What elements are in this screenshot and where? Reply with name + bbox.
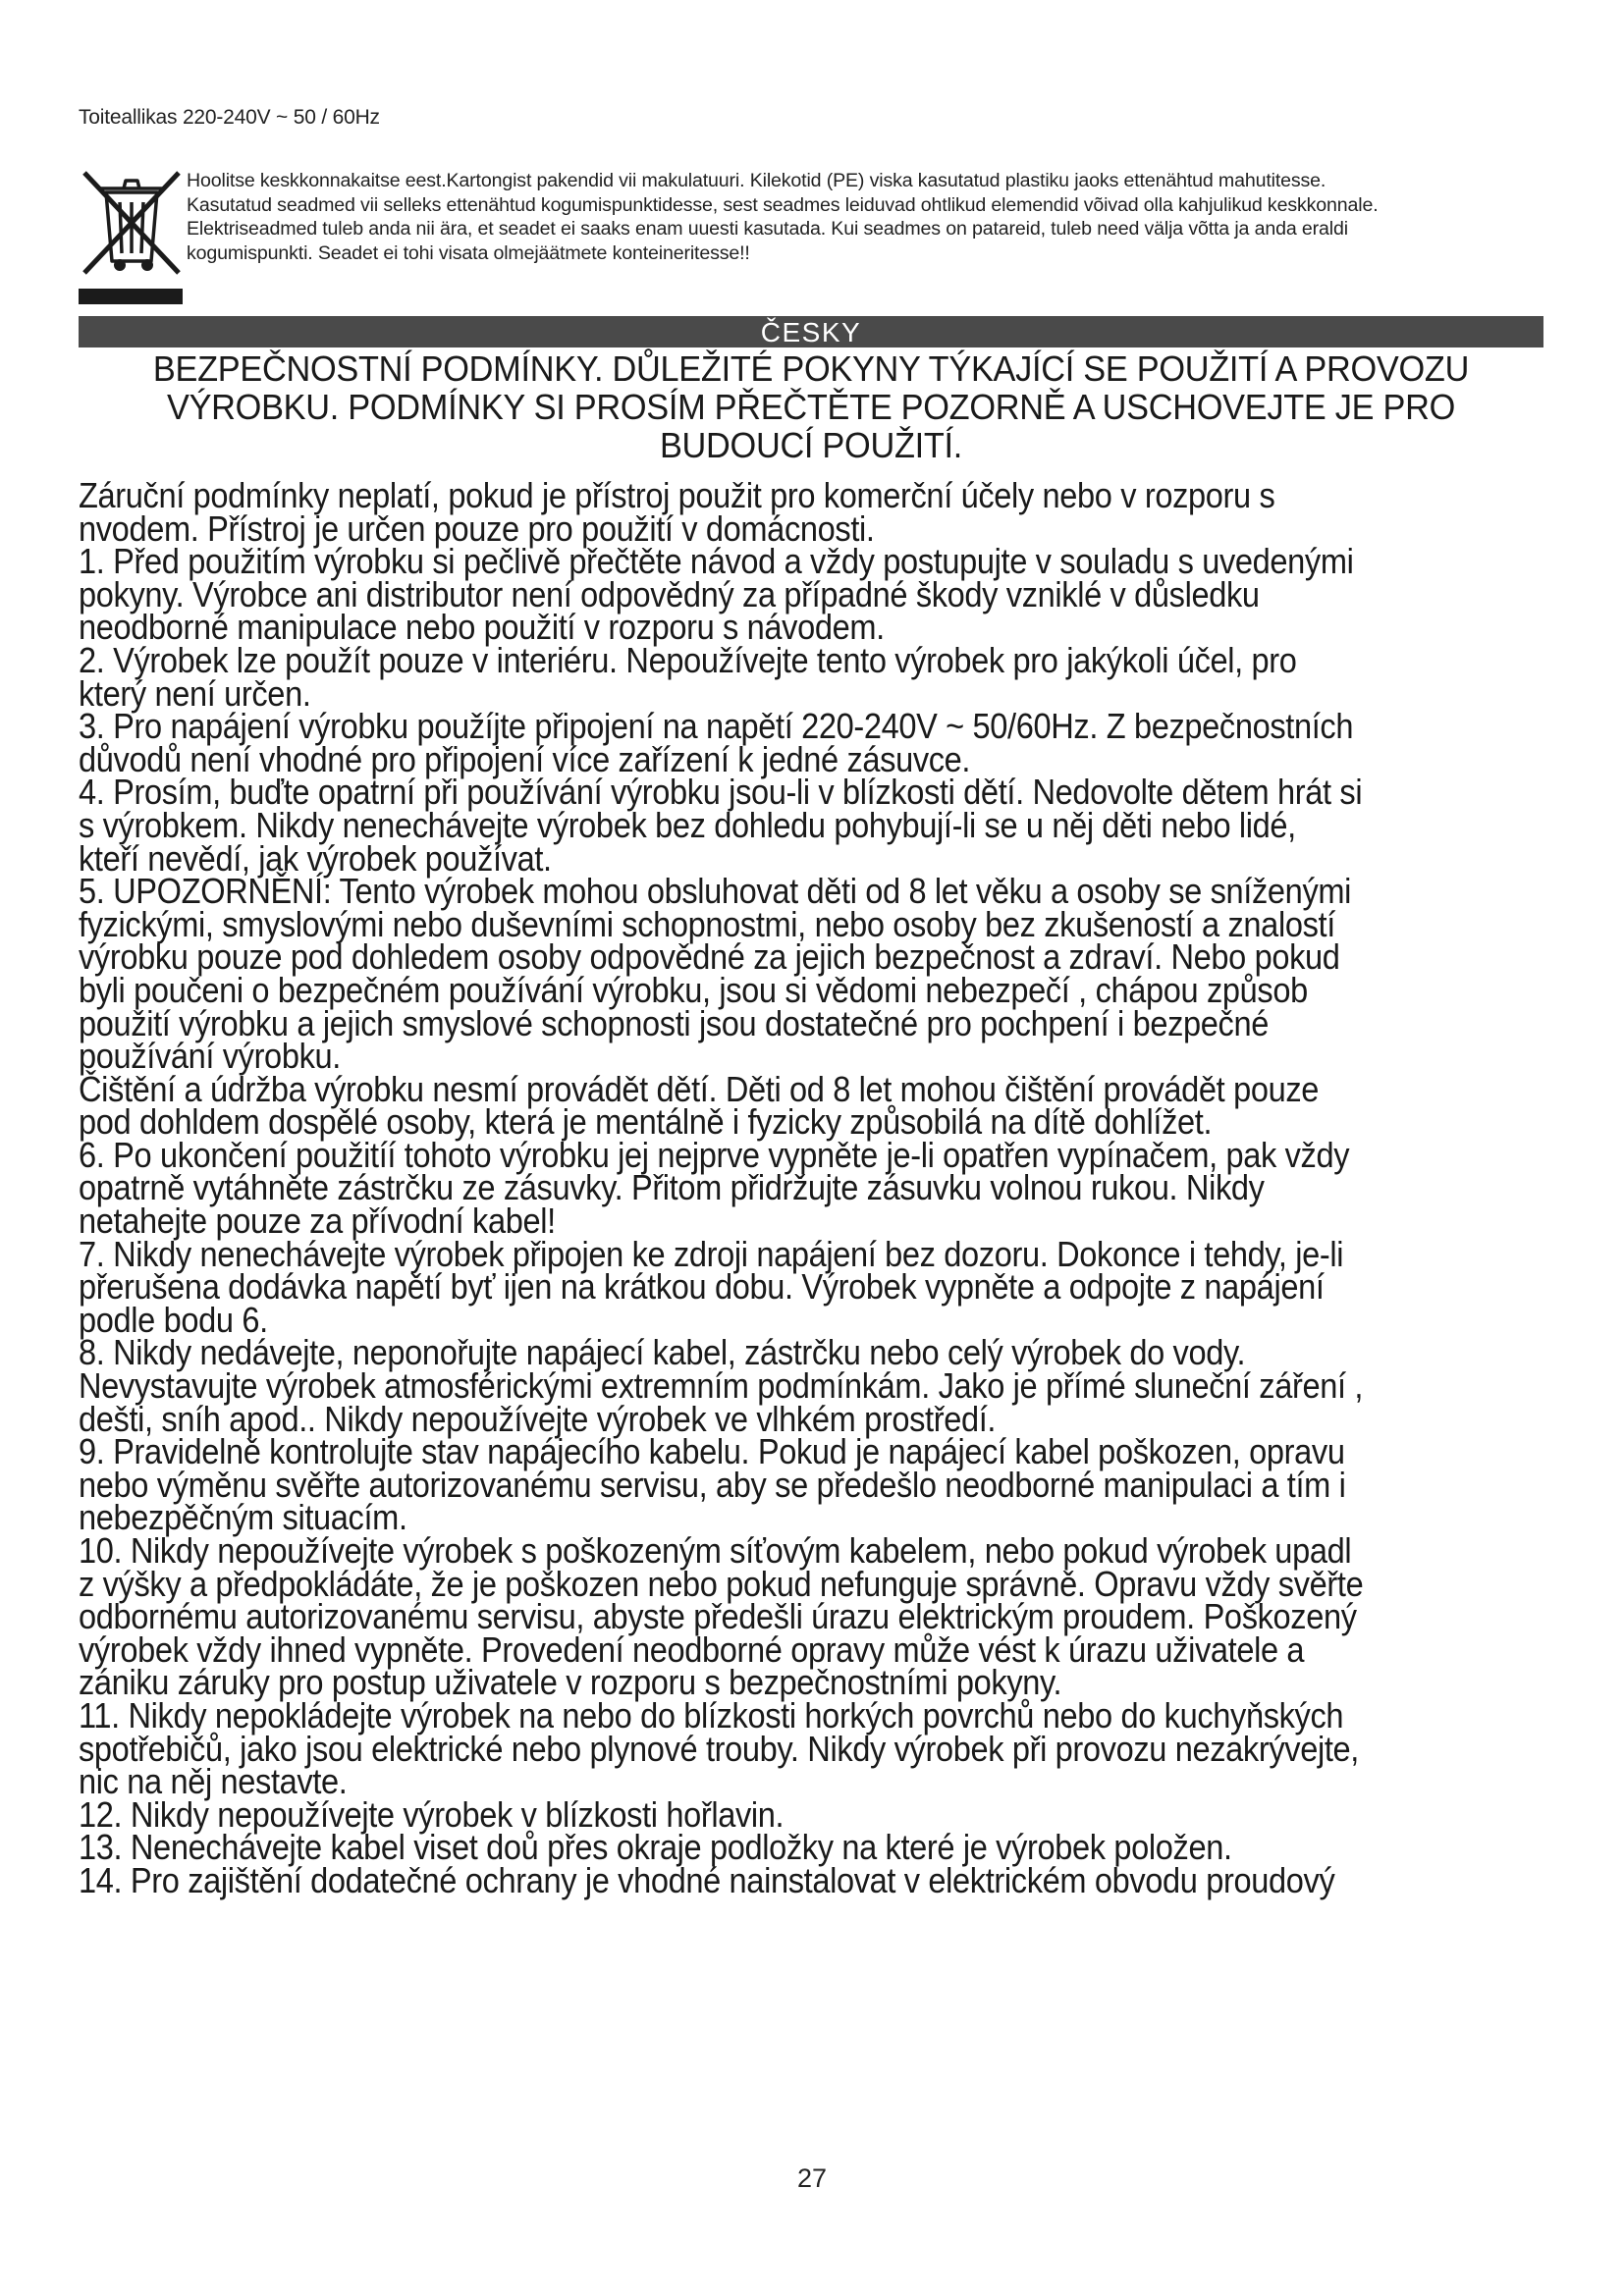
body-line: 8. Nikdy nedávejte, neponořujte napájecí kabel, zástrčku nebo celý výrobek do vody. [79, 1332, 1246, 1373]
disposal-notice [187, 169, 1561, 265]
body-line: podle bodu 6. [79, 1299, 268, 1340]
heading-line: BEZPEČNOSTNÍ PODMÍNKY. DŮLEŽITÉ POKYNY TÝKAJÍCÍ SE POUŽITÍ A PROVOZU [152, 348, 1470, 389]
body-line: nic na něj nestavte. [79, 1761, 348, 1802]
body-line: 14. Pro zajištění dodatečné ochrany je vhodné nainstalovat v elektrickém obvodu proudový [79, 1859, 1335, 1900]
body-line: nvodem. Přístroj je určen pouze pro použití v domácnosti. [79, 507, 875, 549]
body-line: kteří nevědí, jak výrobek používat. [79, 837, 552, 879]
body-line: 9. Pravidelně kontrolujte stav napájecího kabelu. Pokud je napájecí kabel poškozen, opravu [79, 1431, 1345, 1472]
body-line: 11. Nikdy nepokládejte výrobek na nebo do blízkosti horkých povrchů nebo do kuchyňských [79, 1694, 1344, 1735]
body-line: zániku záruky pro postup uživatele v rozporu s bezpečnostními pokyny. [79, 1662, 1062, 1703]
disposal-line: kogumispunkti. Seadet ei tohi visata olmejäätmete konteineritesse!! [187, 241, 750, 264]
section-heading [123, 349, 1499, 464]
body-line: odbornému autorizovanému servisu, abyste předešli úrazu elektrickým proudem. Poškozený [79, 1596, 1357, 1637]
body-line: 3. Pro napájení výrobku použíjte připojení na napětí 220-240V ~ 50/60Hz. Z bezpečnostních [79, 706, 1354, 747]
body-line: použití výrobku a jejich smyslové schopnosti jsou dostatečné pro pochpení i bezpečné [79, 1002, 1269, 1043]
body-line: Záruční podmínky neplatí, pokud je přístroj použit pro komerční účely nebo v rozporu s [79, 475, 1275, 515]
body-line: byli poučeni o bezpečném používání výrobku, jsou si vědomi nebezpečí , chápou způsob [79, 969, 1308, 1010]
disposal-line: Kasutatud seadmed vii selleks ettenähtud kogumispunktidesse, sest seadmes leiduvad ohtlikud elemendid võivad olla kahjulikud keskkonnale. [187, 193, 1379, 216]
heading-line: BUDOUCÍ POUŽITÍ. [659, 425, 963, 465]
body-line: neodborné manipulace nebo použití v rozporu s návodem. [79, 607, 885, 648]
body-line: s výrobkem. Nikdy nenechávejte výrobek bez dohledu pohybují-li se u něj děti nebo lidé, [79, 804, 1296, 845]
body-line: fyzickými, smyslovými nebo duševními schopnostmi, nebo osoby bez zkušeností a znalostí [79, 903, 1335, 944]
body-line: přerušena dodávka napětí byť ijen na krátkou dobu. Výrobek vypněte a odpojte z napájení [79, 1266, 1325, 1308]
body-line: výrobek vždy ihned vypněte. Provedení neodborné opravy může vést k úrazu uživatele a [79, 1629, 1305, 1670]
body-line: nebo výměnu svěřte autorizovanému servisu, aby se předešlo neodborné manipulaci a tím i [79, 1464, 1346, 1505]
disposal-line: Hoolitse keskkonnakaitse eest.Kartongist pakendid vii makulatuuri. Kilekotid (PE) viska kasutatud plastiku jaoks ettenähtud mahutitesse. [187, 170, 1326, 191]
body-line: 5. UPOZORNĚNÍ: Tento výrobek mohou obsluhovat děti od 8 let věku a osoby se sníženými [79, 871, 1352, 912]
body-line: spotřebičů, jako jsou elektrické nebo plynové trouby. Nikdy výrobek při provozu nezakrývejte, [79, 1728, 1359, 1769]
body-line: 13. Nenechávejte kabel viset doů přes okraje podložky na které je výrobek položen. [79, 1827, 1232, 1868]
body-line: 1. Před použitím výrobku si pečlivě přečtěte návod a vždy postupujte v souladu s uvedenými [79, 541, 1354, 582]
body-line: 6. Po ukončení použitíí tohoto výrobku jej nejprve vypněte je-li opatřen vypínačem, pak vždy [79, 1134, 1350, 1175]
body-line: 2. Výrobek lze použít pouze v interiéru. Nepoužívejte tento výrobek pro jakýkoli účel, pro [79, 639, 1297, 680]
safety-instructions [79, 475, 1610, 1900]
body-line: používání výrobku. [79, 1036, 341, 1077]
body-line: pod dohldem dospělé osoby, která je mentálně i fyzicky způsobilá na dítě dohlížet. [79, 1101, 1213, 1143]
disposal-line: Elektriseadmed tuleb anda nii ära, et seadet ei saaks enam uuesti kasutada. Kui seadmes on patareid, tuleb need välja võtta ja anda eraldi [187, 218, 1348, 240]
crossed-out-wheelie-bin-icon [77, 167, 187, 277]
body-line: netahejte pouze za přívodní kabel! [79, 1201, 556, 1242]
body-line: opatrně vytáhněte zástrčku ze zásuvky. Přitom přidržujte zásuvku volnou rukou. Nikdy [79, 1167, 1265, 1208]
body-line: 7. Nikdy nenechávejte výrobek připojen ke zdroji napájení bez dozoru. Dokonce i tehdy, je-li [79, 1233, 1344, 1274]
body-line: Čištění a údržba výrobku nesmí provádět dětí. Děti od 8 let mohou čištění provádět pouze [79, 1068, 1320, 1109]
body-line: nebezpěčným situacím. [79, 1497, 407, 1538]
body-line: důvodů není vhodné pro připojení více zařízení k jedné zásuvce. [79, 738, 971, 779]
body-line: Nevystavujte výrobek atmosférickými extremním podmínkám. Jako je přímé sluneční záření , [79, 1365, 1364, 1407]
body-line: pokyny. Výrobce ani distributor není odpovědný za případné škody vzniklé v důsledku [79, 573, 1260, 614]
body-line: 12. Nikdy nepoužívejte výrobek v blízkosti hořlavin. [79, 1793, 785, 1835]
voltage-rating: Toiteallikas 220-240V ~ 50 / 60Hz [79, 106, 380, 129]
body-line: výrobku pouze pod dohledem osoby odpovědné za jejich bezpečnost a zdraví. Nebo pokud [79, 936, 1340, 978]
body-line: 4. Prosím, buďte opatrní při používání výrobku jsou-li v blízkosti dětí. Nedovolte dětem hrát si [79, 772, 1363, 813]
body-line: 10. Nikdy nepoužívejte výrobek s poškozeným síťovým kabelem, nebo pokud výrobek upadl [79, 1530, 1352, 1571]
page-number: 27 [796, 2163, 828, 2193]
body-line: dešti, sníh apod.. Nikdy nepoužívejte výrobek ve vlhkém prostředí. [79, 1398, 997, 1439]
heading-line: VÝROBKU. PODMÍNKY SI PROSÍM PŘEČTĚTE POZORNĚ A USCHOVEJTE JE PRO [166, 387, 1456, 427]
weee-underline-bar [79, 289, 183, 304]
body-line: z výšky a předpokládáte, že je poškozen nebo pokud nefunguje správně. Opravu vždy svěřte [79, 1563, 1364, 1604]
body-line: který není určen. [79, 672, 311, 714]
language-section-bar: ČESKY [79, 316, 1543, 347]
